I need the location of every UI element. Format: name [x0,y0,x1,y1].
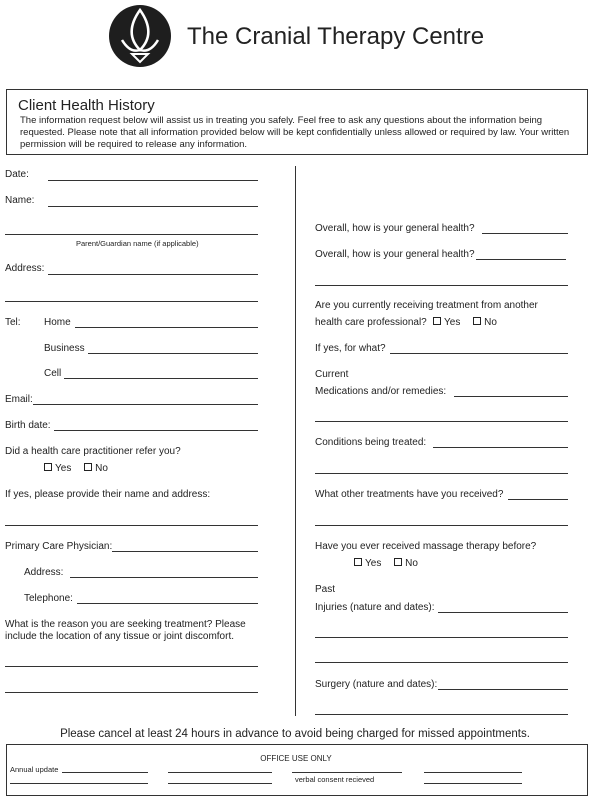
logo [108,4,172,68]
office-field-5[interactable] [10,783,148,784]
tel-business-label: Business [44,343,85,354]
yes-label: Yes [365,558,382,569]
injuries-label: Injuries (nature and dates): [315,602,435,613]
tel-cell-label: Cell [44,368,62,379]
referral-options [44,463,118,475]
checkbox-icon[interactable] [354,558,362,566]
yes-label: Yes [55,463,72,474]
current-treatment-label-line2: health care professional? [315,317,427,328]
massage-yes-option[interactable] [354,558,381,569]
if-yes-what-field[interactable] [390,353,568,354]
surgery-field[interactable] [438,689,568,690]
logo-emblem-icon [108,4,172,68]
general-health-label-2: Overall, how is your general health? [315,249,475,260]
email-field[interactable] [33,404,258,405]
reason-label: What is the reason you are seeking treatment? Please [5,619,246,630]
office-field-3[interactable] [292,772,402,773]
referral-details-field[interactable] [5,525,258,526]
tel-home-label: Home [44,317,71,328]
name-label: Name: [5,195,35,206]
medications-field-line2[interactable] [315,421,568,422]
checkbox-icon[interactable] [84,463,92,471]
form-title: Client Health History [18,97,155,114]
intro-text-line: The information request below will assist us in treating you safely. Feel free to ask any questions about the information being [20,115,543,126]
office-field-6[interactable] [168,783,272,784]
injuries-field[interactable] [438,612,568,613]
if-yes-what-label: If yes, for what? [315,343,386,354]
reason-label-line2: include the location of any tissue or joint discomfort. [5,631,235,642]
primary-physician-field[interactable] [112,551,258,552]
verbal-consent-label: verbal consent recieved [295,775,375,784]
current-treatment-options [433,317,507,329]
annual-update-label: Annual update [10,765,59,774]
referral-question: Did a health care practitioner refer you? [5,446,181,457]
parent-guardian-field[interactable] [5,234,258,235]
address-label: Address: [5,263,45,274]
referral-details-label: If yes, please provide their name and address: [5,489,211,500]
massage-no-option[interactable] [394,558,418,569]
reason-field-line2[interactable] [5,692,258,693]
address-field-line2[interactable] [5,301,258,302]
tel-cell-field[interactable] [64,378,258,379]
name-field[interactable] [48,206,258,207]
reason-field[interactable] [5,666,258,667]
current-treatment-no-option[interactable] [473,317,497,328]
office-field-2[interactable] [168,772,272,773]
tel-label: Tel: [5,317,21,328]
general-health-label: Overall, how is your general health? [315,223,475,234]
birth-date-field[interactable] [54,430,258,431]
medications-label: Medications and/or remedies: [315,386,447,397]
parent-guardian-label: Parent/Guardian name (if applicable) [76,239,199,248]
yes-label: Yes [444,317,461,328]
past-label: Past [315,584,336,595]
tel-home-field[interactable] [75,327,258,328]
no-label: No [95,463,108,474]
cancel-notice: Please cancel at least 24 hours in advance to avoid being charged for missed appointments. [60,728,530,740]
physician-address-field[interactable] [70,577,258,578]
physician-address-label: Address: [24,567,64,578]
date-field[interactable] [48,180,258,181]
general-health-field[interactable] [482,233,568,234]
intro-text-line: permission will be required to release any information. [20,139,248,150]
office-field-4[interactable] [424,772,522,773]
checkbox-icon[interactable] [433,317,441,325]
office-use-box [6,744,588,796]
other-treatments-field[interactable] [508,499,568,500]
date-label: Date: [5,169,29,180]
medications-field[interactable] [454,396,568,397]
current-label: Current [315,369,349,380]
office-use-title: OFFICE USE ONLY [260,754,332,763]
primary-physician-label: Primary Care Physician: [5,541,113,552]
general-health-field-3[interactable] [315,285,568,286]
no-label: No [484,317,497,328]
other-treatments-label: What other treatments have you received? [315,489,504,500]
referral-no-option[interactable] [84,463,108,474]
birth-date-label: Birth date: [5,420,51,431]
physician-telephone-field[interactable] [77,603,258,604]
massage-options [354,558,428,570]
surgery-field-line2[interactable] [315,714,568,715]
injuries-field-line3[interactable] [315,662,568,663]
annual-update-field[interactable] [62,772,148,773]
surgery-label: Surgery (nature and dates): [315,679,438,690]
physician-telephone-label: Telephone: [24,593,73,604]
injuries-field-line2[interactable] [315,637,568,638]
current-treatment-yes-option[interactable] [433,317,460,328]
column-divider [295,166,296,716]
office-field-7[interactable] [424,783,522,784]
current-treatment-label: Are you currently receiving treatment from another [315,300,538,311]
general-health-field-2[interactable] [476,259,566,260]
conditions-field[interactable] [433,447,568,448]
referral-yes-option[interactable] [44,463,71,474]
massage-question: Have you ever received massage therapy before? [315,541,537,552]
tel-business-field[interactable] [88,353,258,354]
checkbox-icon[interactable] [44,463,52,471]
org-name: The Cranial Therapy Centre [187,23,485,50]
checkbox-icon[interactable] [394,558,402,566]
intro-text-line: requested. Please note that all information provided below will be kept confidentially unless allowed or required by law. Your written [20,127,570,138]
email-label: Email: [5,394,33,405]
no-label: No [405,558,418,569]
address-field[interactable] [48,274,258,275]
other-treatments-field-line2[interactable] [315,525,568,526]
checkbox-icon[interactable] [473,317,481,325]
conditions-label: Conditions being treated: [315,437,427,448]
conditions-field-line2[interactable] [315,473,568,474]
